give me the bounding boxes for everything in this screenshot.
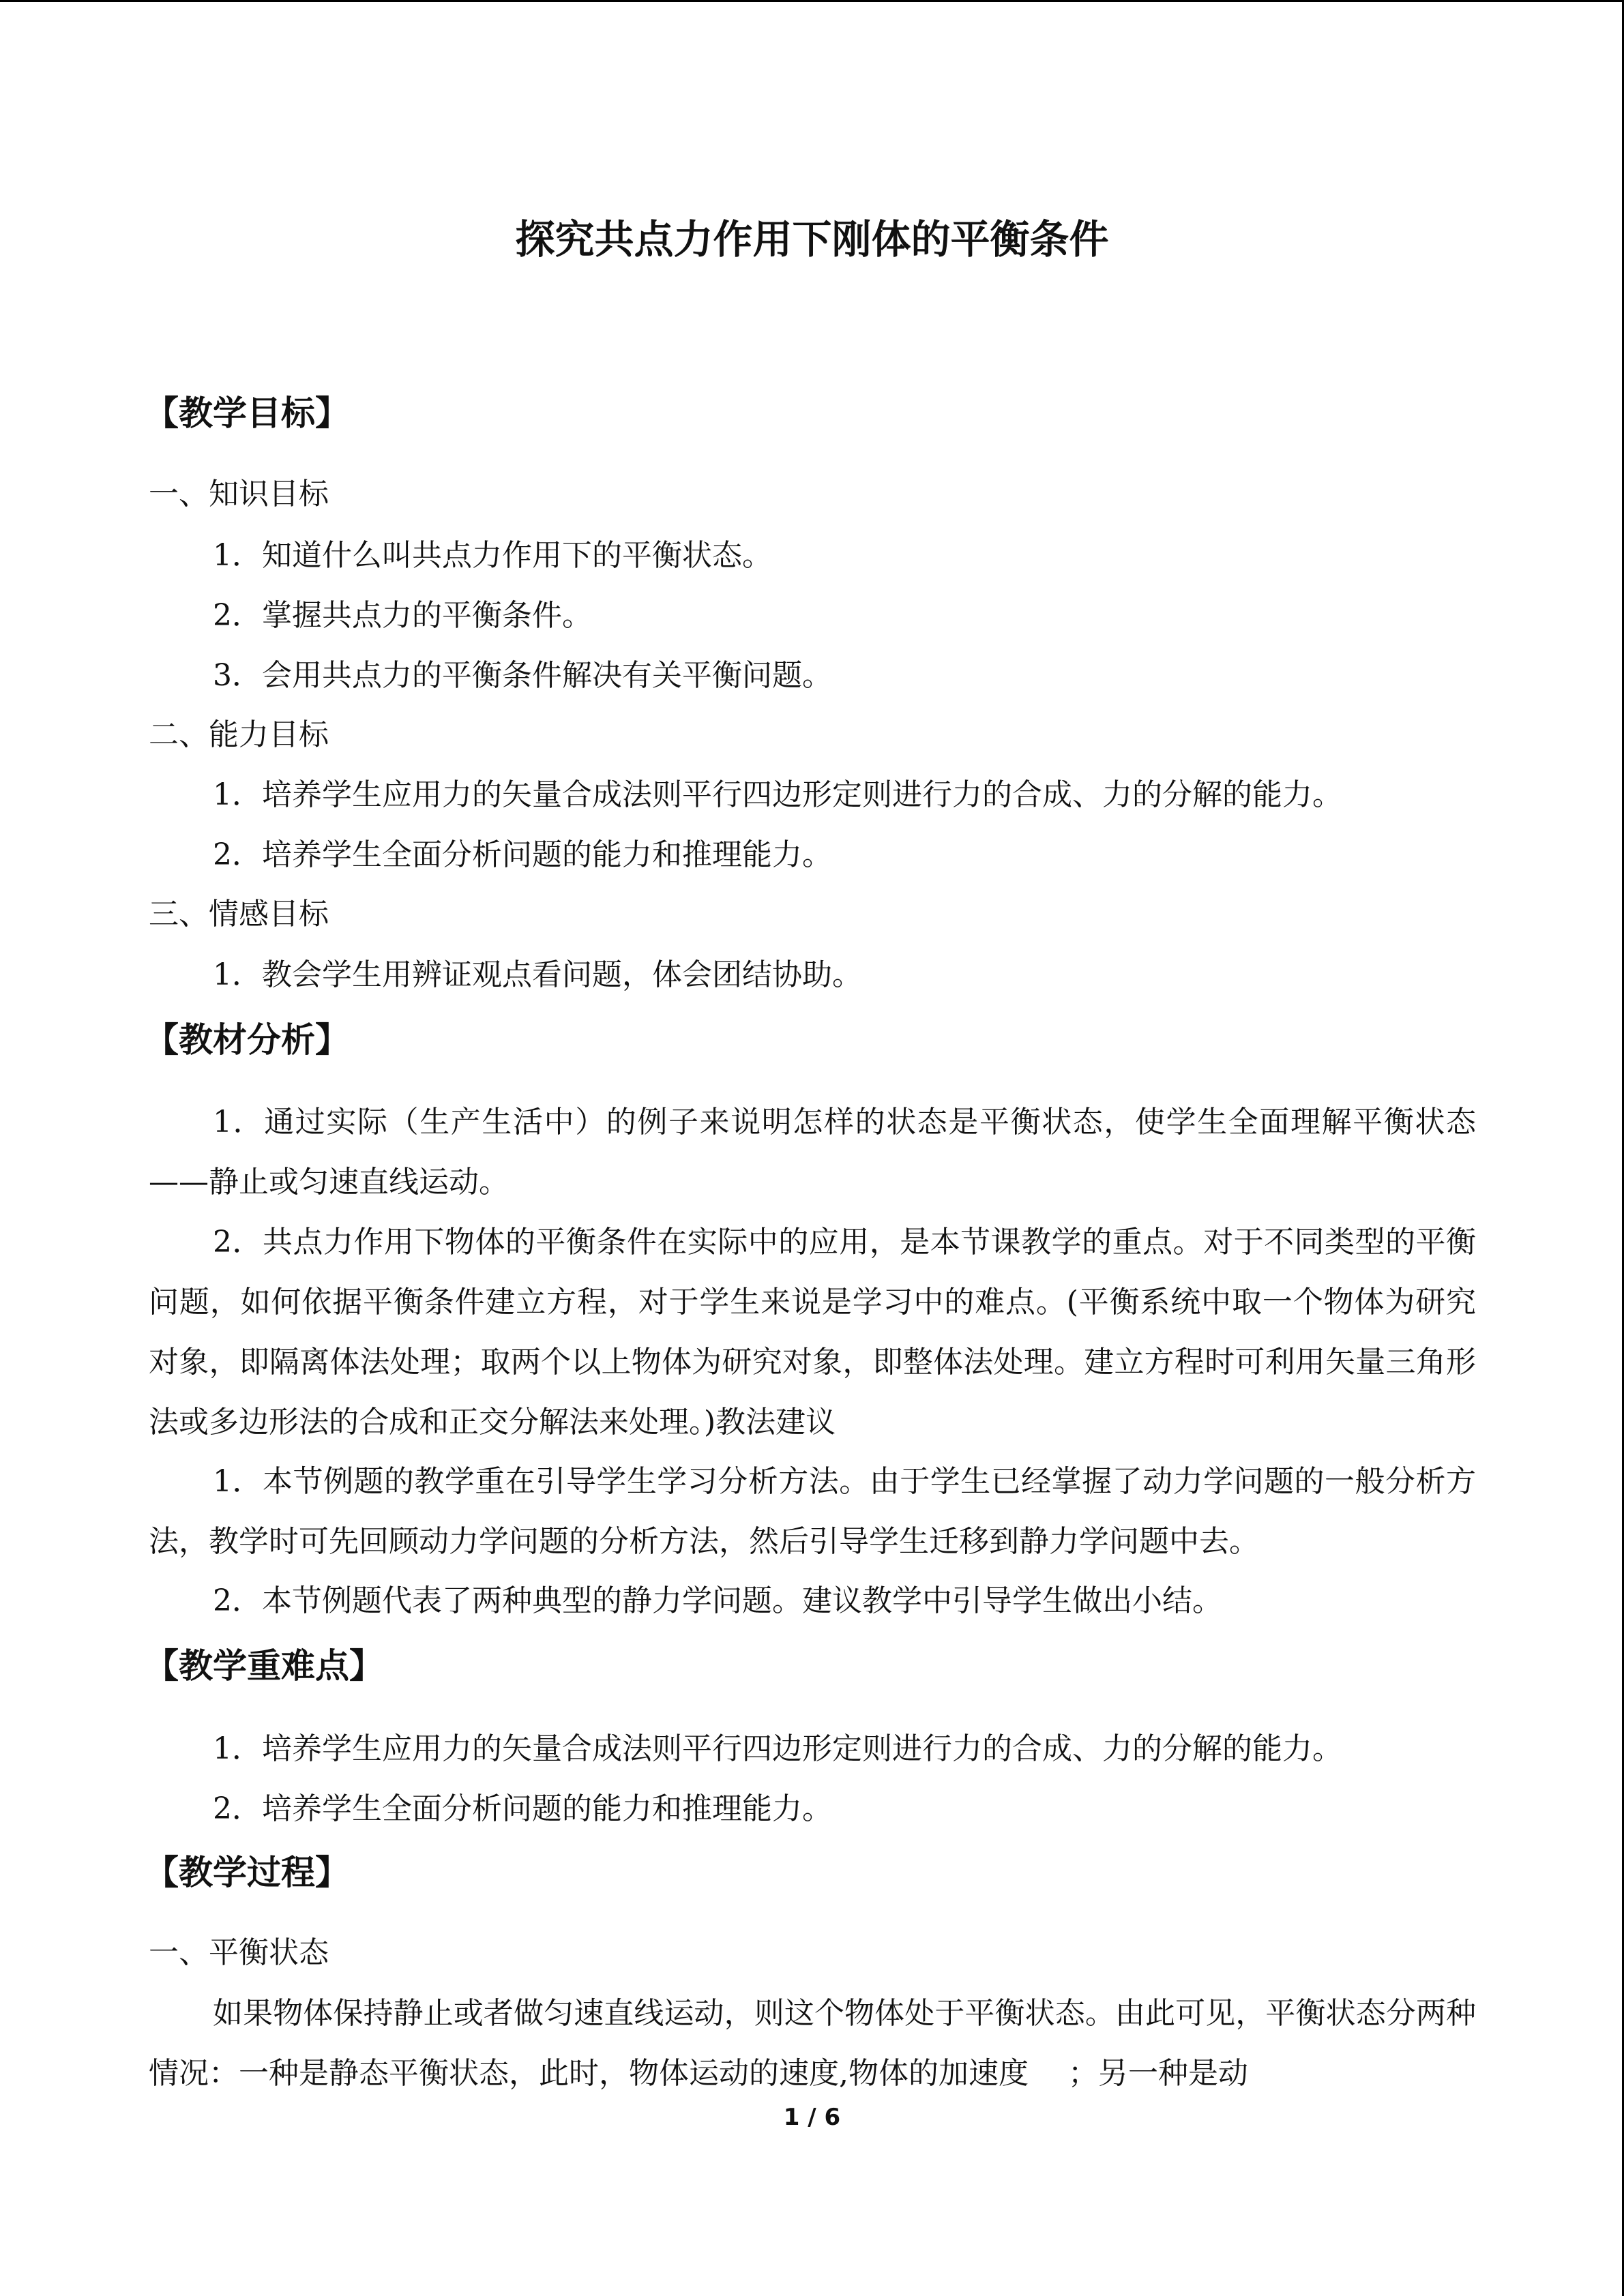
analysis-paragraph-1: 1．通过实际（生产生活中）的例子来说明怎样的状态是平衡状态，使学生全面理解平衡状态——静止或匀速直线运动。 <box>149 1105 1476 1199</box>
keypoint-item-1: 1．培养学生应用力的矢量合成法则平行四边形定则进行力的合成、力的分解的能力。 <box>213 1731 1342 1766</box>
heading-key-difficult-points: 【教学重难点】 <box>145 1646 383 1686</box>
keypoint-item-2: 2．培养学生全面分析问题的能力和推理能力。 <box>213 1791 832 1826</box>
knowledge-item-2: 2．掌握共点力的平衡条件。 <box>213 598 592 633</box>
knowledge-item-1: 1．知道什么叫共点力作用下的平衡状态。 <box>213 538 772 573</box>
page-number: 1 / 6 <box>783 2104 841 2131</box>
analysis-paragraph-2: 2．共点力作用下物体的平衡条件在实际中的应用，是本节课教学的重点。对于不同类型的平衡问题，如何依据平衡条件建立方程，对于学生来说是学习中的难点。(平衡系统中取一个物体为研究对象，即隔离体法处理；取两个以上物体为研究对象，即整体法处理。建立方程时可利用矢量三角形法或多边形法的合成和正交分解法来处理。)教法建议 <box>149 1225 1476 1440</box>
subheading-equilibrium-state: 一、平衡状态 <box>149 1935 329 1970</box>
analysis-paragraph-4: 2．本节例题代表了两种典型的静力学问题。建议教学中引导学生做出小结。 <box>213 1583 1222 1618</box>
ability-item-1: 1．培养学生应用力的矢量合成法则平行四边形定则进行力的合成、力的分解的能力。 <box>213 777 1342 812</box>
heading-teaching-objectives: 【教学目标】 <box>145 393 349 433</box>
top-border-line <box>0 0 1624 2</box>
subheading-ability-objectives: 二、能力目标 <box>149 717 329 752</box>
heading-teaching-process: 【教学过程】 <box>145 1853 349 1892</box>
analysis-paragraph-3: 1．本节例题的教学重在引导学生学习分析方法。由于学生已经掌握了动力学问题的一般分析方法，教学时可先回顾动力学问题的分析方法，然后引导学生迁移到静力学问题中去。 <box>149 1464 1476 1559</box>
emotion-item-1: 1．教会学生用辨证观点看问题，体会团结协助。 <box>213 957 862 992</box>
document-title: 探究共点力作用下刚体的平衡条件 <box>515 216 1109 263</box>
process-paragraph-1: 如果物体保持静止或者做匀速直线运动，则这个物体处于平衡状态。由此可见，平衡状态分两种情况：一种是静态平衡状态，此时，物体运动的速度,物体的加速度 ；另一种是动 <box>149 1996 1476 2091</box>
ability-item-2: 2．培养学生全面分析问题的能力和推理能力。 <box>213 837 832 872</box>
subheading-knowledge-objectives: 一、知识目标 <box>149 477 329 511</box>
knowledge-item-3: 3．会用共点力的平衡条件解决有关平衡问题。 <box>213 658 832 693</box>
heading-material-analysis: 【教材分析】 <box>145 1020 349 1060</box>
subheading-emotion-objectives: 三、情感目标 <box>149 897 329 931</box>
